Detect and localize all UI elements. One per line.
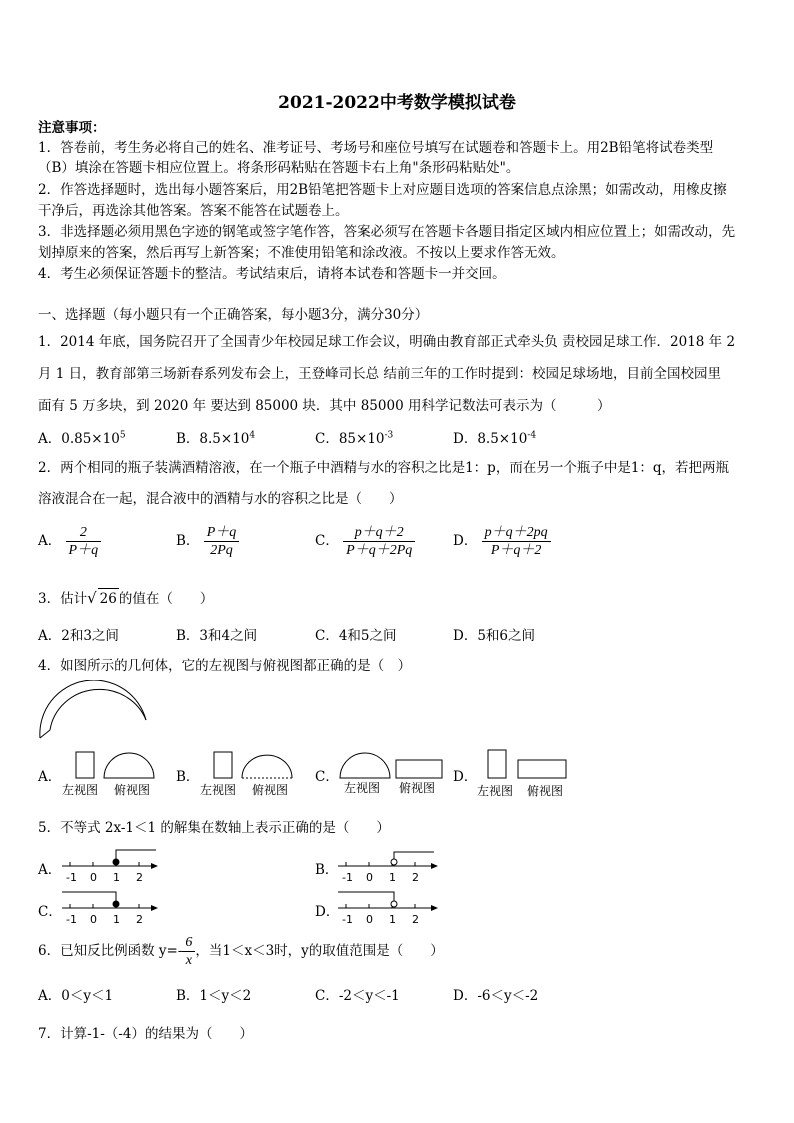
tick-label: -1 xyxy=(342,871,353,884)
q4-d-left-view-label: 左视图 xyxy=(477,784,514,798)
q5-option-c[interactable]: C． xyxy=(38,904,62,920)
q1-option-d[interactable]: D．$8.5\times 10^{-4}$ xyxy=(453,430,537,447)
notice-line-3: 2．作答选择题时，选出每小题答案后，用2B铅笔把答题卡上对应题目选项的答案信息点涂黑；如需改动，用橡皮擦 xyxy=(38,182,727,198)
q4-option-c[interactable]: C． xyxy=(315,769,339,785)
q5-a-number-line xyxy=(60,846,160,886)
q4-b-left-view-label: 左视图 xyxy=(200,783,237,797)
tick-label: 2 xyxy=(412,913,419,926)
q2-option-c[interactable]: C． $\frac{p+q+2}{P+q+2Pq}$ xyxy=(315,524,415,559)
q5-c-number-line xyxy=(60,888,160,928)
q1-option-a[interactable]: A．$0.85\times 10^5$ xyxy=(38,430,126,447)
notice-line-4: 干净后，再选涂其他答案。答案不能答在试题卷上。 xyxy=(38,203,349,219)
notice-line-1: 1．答卷前，考生务必将自己的姓名、准考证号、考场号和座位号填写在试题卷和答题卡上。用2B铅笔将试卷类型 xyxy=(38,140,714,156)
solid-figure xyxy=(36,680,148,740)
q1-option-c[interactable]: C．$85\times 10^{-3}$ xyxy=(315,430,394,447)
q4-b-top-view-label: 俯视图 xyxy=(252,783,289,797)
tick-label: -1 xyxy=(66,871,77,884)
q3-option-a[interactable]: A．2和3之间 xyxy=(38,628,119,644)
tick-label: 2 xyxy=(412,871,419,884)
q1-line-2: 月 1 日，教育部第三场新春系列发布会上，王登峰司长总 结前三年的工作时提到：校园足球场地，目前全国校园里 xyxy=(38,366,721,382)
tick-label: 0 xyxy=(90,913,97,926)
q5-stem: 5．不等式 2x-1＜1 的解集在数轴上表示正确的是（ ） xyxy=(38,820,390,836)
q5-b-number-line xyxy=(336,846,440,886)
notice-line-7: 4．考生必须保证答题卡的整洁。考试结束后，请将本试卷和答题卡一并交回。 xyxy=(38,266,506,282)
q6-option-a[interactable]: A．0＜y＜1 xyxy=(38,988,114,1004)
tick-label: 1 xyxy=(389,913,396,926)
q5-option-b[interactable]: B． xyxy=(315,862,339,878)
q4-d-top-view-label: 俯视图 xyxy=(527,784,564,798)
tick-label: 0 xyxy=(366,871,373,884)
q4-option-d[interactable]: D． xyxy=(453,769,478,785)
q2-option-a[interactable]: A． $\frac{2}{P+q}$ xyxy=(38,524,101,559)
section-heading: 一、选择题（每小题只有一个正确答案，每小题3分，满分30分） xyxy=(38,307,429,323)
q4-a-views xyxy=(74,750,156,780)
q4-a-top-view-label: 俯视图 xyxy=(114,783,151,797)
q4-c-left-view-label: 左视图 xyxy=(344,781,381,795)
q5-option-a[interactable]: A． xyxy=(38,862,62,878)
q1-option-b[interactable]: B．$8.5\times 10^4$ xyxy=(176,430,256,447)
q4-c-top-view-label: 俯视图 xyxy=(399,781,436,795)
q3-option-b[interactable]: B．3和4之间 xyxy=(176,628,258,644)
q2-line-2: 溶液混合在一起，混合液中的酒精与水的容积之比是（ ） xyxy=(38,491,403,507)
q6-option-c[interactable]: C．-2＜y＜-1 xyxy=(315,988,400,1004)
q2-line-1: 2．两个相同的瓶子装满酒精溶液，在一个瓶子中酒精与水的容积之比是1：p，而在另一个瓶子中是1：q，若把两瓶 xyxy=(38,460,730,476)
q3-option-d[interactable]: D．5和6之间 xyxy=(453,628,536,644)
fraction: $\frac{P+q}{2Pq}$ xyxy=(204,524,240,559)
q4-c-views xyxy=(338,750,446,780)
tick-label: 1 xyxy=(113,913,120,926)
tick-label: 1 xyxy=(113,871,120,884)
fraction: $\frac{p+q+2}{P+q+2Pq}$ xyxy=(343,524,415,559)
fraction: $\frac{6}{x}$ xyxy=(182,934,195,969)
q2-option-b[interactable]: B． $\frac{P+q}{2Pq}$ xyxy=(176,524,239,559)
q5-d-number-line xyxy=(336,888,440,928)
q3-option-c[interactable]: C．4和5之间 xyxy=(315,628,397,644)
q4-stem: 4．如图所示的几何体，它的左视图与俯视图都正确的是（ ） xyxy=(38,658,412,674)
fraction: $\frac{2}{P+q}$ xyxy=(66,524,102,559)
q1-line-1: 1．2014 年底，国务院召开了全国青少年校园足球工作会议，明确由教育部正式牵头负 责校园足球工作．2018 年 2 xyxy=(38,334,736,350)
tick-label: -1 xyxy=(342,913,353,926)
notice-line-2: （B）填涂在答题卡相应位置上。将条形码粘贴在答题卡右上角"条形码粘贴处"。 xyxy=(38,160,520,176)
q6-option-b[interactable]: B．1＜y＜2 xyxy=(176,988,252,1004)
q4-option-b[interactable]: B． xyxy=(176,769,200,785)
notice-line-5: 3．非选择题必须用黑色字迹的钢笔或签字笔作答，答案必须写在答题卡各题目指定区域内相应位置上；如需改动，先 xyxy=(38,224,736,240)
q6-option-d[interactable]: D．-6＜y＜-2 xyxy=(453,988,539,1004)
q4-option-a[interactable]: A． xyxy=(38,769,62,785)
fraction: $\frac{p+q+2pq}{P+q+2}$ xyxy=(482,524,551,559)
notice-heading: 注意事项： xyxy=(38,120,106,136)
q4-b-views xyxy=(212,750,294,780)
q1-line-3: 面有 5 万多块，到 2020 年 要达到 85000 块．其中 85000 用科学记数法可表示为（ ） xyxy=(38,398,611,414)
notice-line-6: 划掉原来的答案，然后再写上新答案；不准使用铅笔和涂改液。不按以上要求作答无效。 xyxy=(38,245,565,261)
q2-option-d[interactable]: D． $\frac{p+q+2pq}{P+q+2}$ xyxy=(453,524,551,559)
tick-label: 1 xyxy=(389,871,396,884)
tick-label: -1 xyxy=(66,913,77,926)
tick-label: 2 xyxy=(136,871,143,884)
tick-label: 2 xyxy=(136,913,143,926)
q4-a-left-view-label: 左视图 xyxy=(62,783,99,797)
q4-d-views xyxy=(486,748,570,780)
q5-option-d[interactable]: D． xyxy=(315,904,340,920)
q6-stem: 6．已知反比例函数 y=- $\frac{6}{x}$ ，当1＜x＜3时，y的取值范围是（ ） xyxy=(38,935,444,968)
q3-stem: 3．估计√ 26 的值在（ ） xyxy=(38,589,214,607)
page-title: 2021-2022中考数学模拟试卷 xyxy=(278,93,516,113)
tick-label: 0 xyxy=(90,871,97,884)
q7-stem: 7．计算-1-（-4）的结果为（ ） xyxy=(38,1026,253,1042)
tick-label: 0 xyxy=(366,913,373,926)
